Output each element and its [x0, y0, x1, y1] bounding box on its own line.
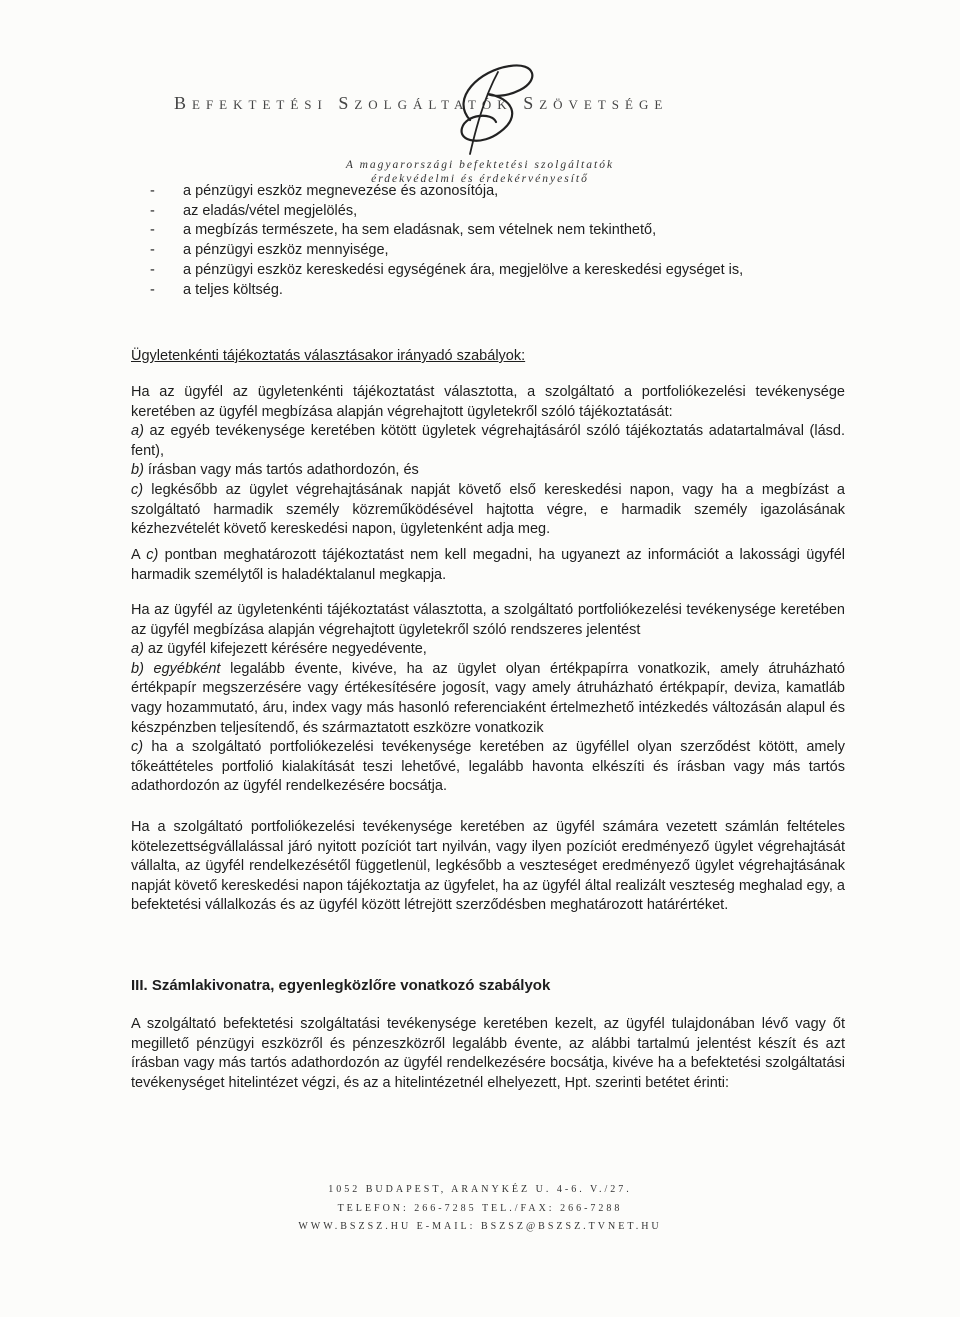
section-periodic-report — [131, 601, 845, 797]
list-item: - az eladás/vétel megjelölés, — [150, 202, 358, 219]
footer-web-email: WWW.BSZSZ.HU E-MAIL: BSZSZ@BSZSZ.TVNET.HU — [298, 1221, 662, 1232]
chapter-heading: III. Számlakivonatra, egyenlegközlőre vonatkozó szabályok — [131, 977, 551, 994]
paragraph: A c) pontban meghatározott tájékoztatást nem kell megadni, ha ugyanezt az információt a lakossági ügyfél harmadik személytől is haladéktalanul megkapja. — [131, 547, 845, 583]
paragraph: Ha az ügyfél az ügyletenkénti tájékoztatást választotta, a szolgáltató portfoliókezelési tevékenysége keretében az ügyfél megbízása alapján végrehajtott ügyletekről szóló rendszeres jelentést a) az ügyfél kifejezett kérésére negyedévente, b) egyébként legalább évente, kivéve, ha az ügylet olyan értékpapírra vonatkozik, amely átruházható értékpapír megszerzésére vagy értékesítésére jogosít, vagy amely átruházható értékpapír, deviza, kamatláb vagy hozammutató, áru, index vagy más hasonló referenciaként értelmezhető intézkedés változásán alapul és készpénzben teljesítendő, és származtatott eszközre vonatkozik c) ha a szolgáltató portfoliókezelési tevékenysége keretében az ügyféllel olyan szerződést kötött, amely tőkeáttételes portfolió kialakítását teszi lehetővé, legalább havonta elkészíti és írásban vagy más tartós adathordozón az ügyfél rendelkezésére bocsátja. — [131, 602, 845, 795]
paragraph: Ha az ügyfél az ügyletenkénti tájékoztatást választotta, a szolgáltató a portfoliókezelési tevékenysége keretében az ügyfél megbízása alapján végrehajtott ügyletekről szóló tájékoztatását: a) az egyéb tevékenysége keretében kötött ügyletek végrehajtásáról szóló tájékoztatás adatartalmával (lásd. fent), b) írásban vagy más tartós adathordozón, és c) legkésőbb az ügylet végrehajtásának napját követő első kereskedési napon, vagy ha a megbízást a szolgáltató harmadik személy közreműködésével hajtotta végre, e harmadik személy igazolásának kézhezvételét követő kereskedési napon, ügyletenként adja meg. — [131, 384, 845, 538]
paragraph: Ha a szolgáltató portfoliókezelési tevékenysége keretében az ügyfél számára vezetett számlán feltételes kötelezettségvállalással járó nyitott pozíciót tart nyilván, vagy ilyen pozíciót eredményező ügylet végrehajtását vállalta, az ügyfél rendelkezésétől függetlenül, legkésőbb a veszteséget eredményező ügylet végrehajtásának napját követő kereskedési napon tájékoztatja az ügyfelet, ha az ügyfél által realizált veszteség meghalad egy, a befektetési vállalkozás és az ügyfél között létrejött szerződésben meghatározott határértéket. — [131, 819, 845, 914]
section-title: Ügyletenkénti tájékoztatás választásakor irányadó szabályok: — [131, 348, 526, 364]
report-contents-list — [150, 182, 830, 300]
footer-phone: TELEFON: 266-7285 TEL./FAX: 266-7288 — [337, 1203, 623, 1214]
section-per-trade-title-block — [131, 347, 845, 367]
footer-address: 1052 BUDAPEST, ARANYKÉZ U. 4-6. V./27. — [328, 1184, 632, 1195]
tagline-line-1: A magyarországi befektetési szolgáltatók — [345, 159, 615, 171]
list-item: - a pénzügyi eszköz kereskedési egységének ára, megjelölve a kereskedési egységet is, — [150, 261, 744, 278]
list-item: - a pénzügyi eszköz mennyisége, — [150, 242, 389, 259]
section-per-trade-body — [131, 383, 845, 540]
chapter-heading-block — [131, 976, 845, 996]
list-item: - a pénzügyi eszköz megnevezése és azonosítója, — [150, 183, 499, 199]
tagline-line-2: érdekvédelmi és érdekérvényesítő — [371, 173, 589, 185]
paragraph: A szolgáltató befektetési szolgáltatási tevékenysége keretében kezelt, az ügyfél tulajdonában lévő vagy őt megillető pénzügyi eszközről és pénzeszközről legalább évente, az alábbi tartalmú jelentést készít és azt írásban vagy más tartós adathordozón az ügyfél rendelkezésére bocsátja, kivéve ha a befektetési szolgáltatási tevékenységet hitelintézet végzi, és az a hitelintézetnél elhelyezett, Hpt. szerinti betétet érinti: — [131, 1016, 845, 1091]
chapter-statement-rules — [131, 1015, 845, 1093]
section-per-trade-note — [131, 546, 845, 585]
bszsz-logo-icon — [440, 58, 550, 158]
list-item: - a teljes költség. — [150, 281, 283, 298]
list-item: - a megbízás természete, ha sem eladásnak, sem vételnek nem tekinthető, — [150, 222, 657, 239]
organization-name: Befektetési Szolgáltatók Szövetsége — [174, 93, 669, 113]
section-loss-notification — [131, 818, 845, 916]
